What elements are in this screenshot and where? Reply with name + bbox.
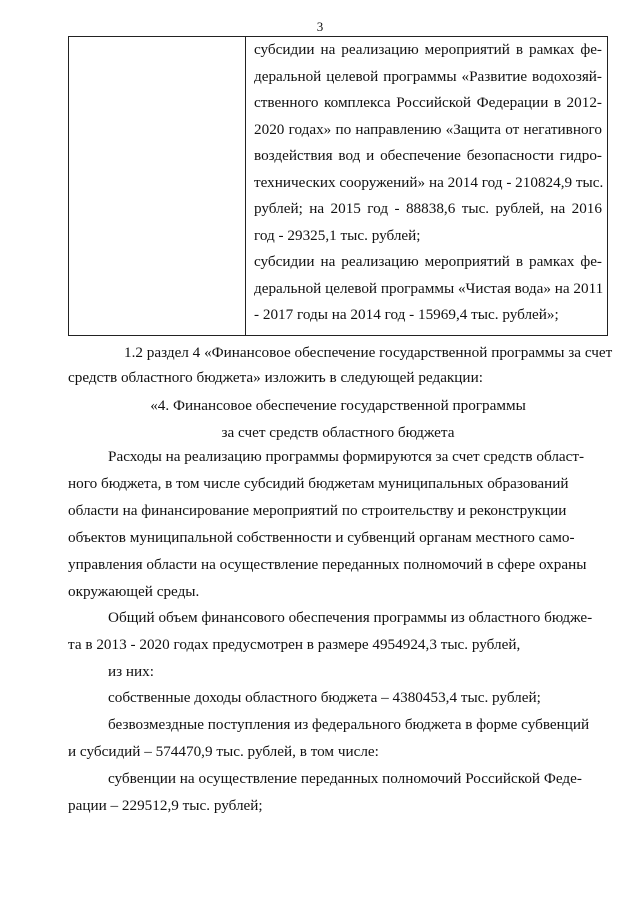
- body-text-line: окружающей среды.: [68, 583, 200, 600]
- table-cell-line: год - 29325,1 тыс. рублей;: [254, 226, 421, 244]
- body-text-line: рации – 229512,9 тыс. рублей;: [68, 797, 263, 814]
- body-text-line: та в 2013 - 2020 годах предусмотрен в размере 4954924,3 тыс. рублей,: [68, 636, 521, 653]
- body-text-line: Расходы на реализацию программы формируются за счет средств област-: [108, 448, 585, 465]
- table-cell-line: воздействия вод и обеспечение безопасности гидро-: [254, 147, 602, 164]
- body-text-line: безвозмездные поступления из федерального бюджета в форме субвенций: [108, 716, 590, 733]
- table-cell-line: - 2017 годы на 2014 год - 15969,4 тыс. рублей»;: [254, 306, 559, 323]
- section-heading-line: за счет средств областного бюджета: [221, 424, 455, 441]
- table-cell-line: технических сооружений» на 2014 год - 210824,9 тыс.: [254, 173, 604, 191]
- table-cell-line: рублей; на 2015 год - 88838,6 тыс. рублей, на 2016: [254, 200, 602, 217]
- table-cell-line: субсидии на реализацию мероприятий в рамках фе-: [254, 41, 602, 58]
- body-text-line: 1.2 раздел 4 «Финансовое обеспечение государственной программы за счет: [124, 344, 613, 361]
- table-cell-line: 2020 годах» по направлению «Защита от негативного: [254, 120, 602, 138]
- body-text-line: собственные доходы областного бюджета – 4380453,4 тыс. рублей;: [108, 689, 541, 706]
- table-cell-text: [254, 37, 602, 329]
- body-text-line: Общий объем финансового обеспечения программы из областного бюдже-: [108, 609, 593, 626]
- body-text-line: ного бюджета, в том числе субсидий бюджетам муниципальных образований: [68, 475, 569, 492]
- table-cell-line: субсидии на реализацию мероприятий в рамках фе-: [254, 253, 602, 270]
- table-cell-line: деральной целевой программы «Развитие водохозяй-: [254, 67, 602, 85]
- body-text-line: средств областного бюджета» изложить в следующей редакции:: [68, 369, 483, 386]
- body-text-line: из них:: [108, 663, 154, 680]
- section-heading-line: «4. Финансовое обеспечение государственной программы: [150, 397, 526, 414]
- page-number: 3: [316, 19, 324, 34]
- table-cell-line: ственного комплекса Российской Федерации в 2012-: [254, 94, 602, 111]
- table-column-divider: [245, 37, 246, 335]
- table: [68, 36, 608, 336]
- body-text-line: области на финансирование мероприятий по строительству и реконструкции: [68, 502, 567, 519]
- table-cell-line: деральной целевой программы «Чистая вода» на 2011: [254, 279, 604, 297]
- body-text-line: субвенции на осуществление переданных полномочий Российской Феде-: [108, 770, 582, 787]
- body-text-line: управления области на осуществление переданных полномочий в сфере охраны: [68, 556, 587, 573]
- body-text-line: и субсидий – 574470,9 тыс. рублей, в том числе:: [68, 743, 379, 760]
- body-text-line: объектов муниципальной собственности и субвенций органам местного само-: [68, 529, 575, 546]
